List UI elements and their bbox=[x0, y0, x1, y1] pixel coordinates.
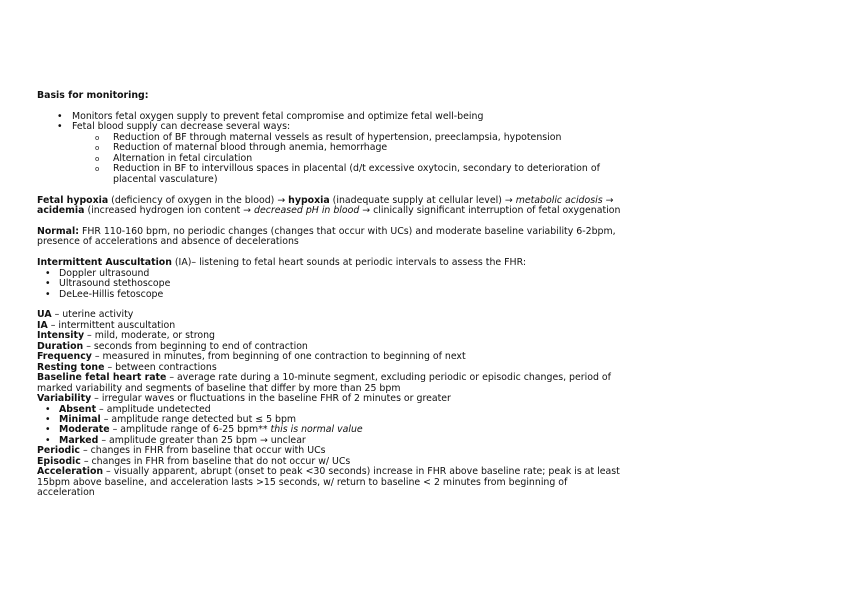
hollow-bullet-icon: o bbox=[95, 144, 100, 153]
text-segment: Fetal blood supply can decrease several ways: bbox=[72, 121, 291, 133]
bold-term: Episodic bbox=[37, 455, 81, 467]
bold-term: Absent bbox=[59, 403, 97, 415]
text-segment: Doppler ultrasound bbox=[59, 267, 150, 279]
text-line bbox=[113, 164, 827, 174]
text-line bbox=[59, 436, 827, 446]
text-segment: FHR 110-160 bpm, no periodic changes (changes that occur with UCs) and moderate baseline variability 6-2bpm, bbox=[78, 225, 616, 237]
bullet-icon: • bbox=[45, 288, 51, 300]
hollow-bullet-icon: o bbox=[95, 154, 100, 163]
paragraph bbox=[37, 446, 827, 498]
italic-text: decreased pH in blood bbox=[254, 204, 360, 216]
text-segment: – uterine activity bbox=[51, 309, 134, 321]
text-segment: – average rate during a 10-minute segment, excluding periodic or episodic changes, period of bbox=[166, 372, 611, 384]
text-line bbox=[37, 488, 827, 498]
italic-text: metabolic acidosis bbox=[515, 194, 603, 206]
paragraph bbox=[37, 258, 827, 268]
bold-term: hypoxia bbox=[288, 194, 330, 206]
text-segment: Alternation in fetal circulation bbox=[113, 152, 253, 164]
bullet-icon: • bbox=[45, 278, 51, 290]
list-item bbox=[37, 290, 827, 300]
text-line bbox=[37, 237, 827, 247]
text-segment: – amplitude greater than 25 bpm → unclear bbox=[98, 434, 306, 446]
text-segment: – seconds from beginning to end of contraction bbox=[83, 340, 308, 352]
bullet-icon: • bbox=[45, 424, 51, 436]
text-segment: – mild, moderate, or strong bbox=[84, 330, 215, 342]
paragraph-spacer bbox=[37, 300, 827, 310]
text-segment: marked variability and segments of baseline that differ by more than 25 bpm bbox=[37, 382, 401, 394]
text-segment: 15bpm above baseline, and acceleration lasts >15 seconds, w/ return to baseline < 2 minutes from beginning of bbox=[37, 476, 568, 488]
bold-term: Moderate bbox=[59, 424, 110, 436]
bullet-icon: • bbox=[57, 110, 63, 122]
bold-term: Intermittent Auscultation bbox=[37, 257, 172, 269]
text-segment: → clinically significant interruption of fetal oxygenation bbox=[359, 204, 621, 216]
bold-term: Basis for monitoring: bbox=[37, 90, 149, 101]
bold-term: UA bbox=[37, 309, 52, 321]
text-line bbox=[37, 258, 827, 268]
bold-term: Normal: bbox=[37, 225, 79, 237]
bold-term: Variability bbox=[37, 393, 92, 405]
text-line bbox=[113, 175, 827, 185]
text-segment: Reduction of maternal blood through anemia, hemorrhage bbox=[113, 142, 388, 154]
text-segment: (IA)– listening to fetal heart sounds at periodic intervals to assess the FHR: bbox=[171, 257, 526, 269]
hollow-bullet-icon: o bbox=[95, 165, 100, 174]
bold-term: Intensity bbox=[37, 330, 85, 342]
text-segment: (increased hydrogen ion content → bbox=[84, 204, 255, 216]
text-segment: acceleration bbox=[37, 487, 95, 499]
bold-term: Periodic bbox=[37, 445, 80, 457]
bullet-icon: • bbox=[45, 413, 51, 425]
text-line bbox=[59, 279, 827, 289]
bold-term: Minimal bbox=[59, 413, 101, 425]
text-segment: (deficiency of oxygen in the blood) → bbox=[108, 194, 289, 206]
paragraph bbox=[37, 227, 827, 248]
text-line bbox=[59, 269, 827, 279]
bold-term: Duration bbox=[37, 340, 84, 352]
list-item bbox=[37, 164, 827, 185]
bold-term: Baseline fetal heart rate bbox=[37, 372, 167, 384]
text-segment: Reduction in BF to intervillous spaces in placental (d/t excessive oxytocin, secondary to deterioration of bbox=[113, 163, 600, 175]
bullet-icon: • bbox=[45, 403, 51, 415]
text-segment: (inadequate supply at cellular level) → bbox=[329, 194, 516, 206]
text-segment: DeLee-Hillis fetoscope bbox=[59, 288, 164, 300]
list-item bbox=[37, 436, 827, 446]
text-segment: placental vasculature) bbox=[113, 173, 218, 185]
bold-term: Acceleration bbox=[37, 466, 104, 478]
paragraph bbox=[37, 196, 827, 217]
text-segment: – between contractions bbox=[104, 361, 217, 373]
text-segment: – measured in minutes, from beginning of one contraction to beginning of next bbox=[91, 351, 466, 363]
text-segment: – changes in FHR from baseline that do not occur w/ UCs bbox=[80, 455, 351, 467]
text-line bbox=[59, 290, 827, 300]
bullet-icon: • bbox=[57, 121, 63, 133]
paragraph bbox=[37, 310, 827, 404]
text-segment: Monitors fetal oxygen supply to prevent fetal compromise and optimize fetal well-being bbox=[72, 110, 484, 122]
bold-term: Resting tone bbox=[37, 361, 105, 373]
bullet-icon: • bbox=[45, 434, 51, 446]
bold-term: Marked bbox=[59, 434, 99, 446]
text-line bbox=[37, 206, 827, 216]
text-segment: – changes in FHR from baseline that occur with UCs bbox=[80, 445, 326, 457]
bold-term: IA bbox=[37, 319, 48, 331]
bold-term: acidemia bbox=[37, 204, 85, 216]
text-segment: → bbox=[602, 194, 614, 206]
text-segment: – visually apparent, abrupt (onset to peak <30 seconds) increase in FHR above baseline rate; peak is at least bbox=[103, 466, 620, 478]
text-segment: – amplitude range detected but ≤ 5 bpm bbox=[100, 413, 297, 425]
text-segment: – intermittent auscultation bbox=[47, 319, 176, 331]
text-line bbox=[37, 478, 827, 488]
text-line bbox=[37, 91, 827, 101]
text-segment: presence of accelerations and absence of decelerations bbox=[37, 236, 299, 248]
bold-term: Fetal hypoxia bbox=[37, 194, 109, 206]
bullet-icon: • bbox=[45, 267, 51, 279]
section-heading bbox=[37, 91, 827, 101]
text-segment: Reduction of BF through maternal vessels as result of hypertension, preeclampsia, hypotension bbox=[113, 131, 562, 143]
text-segment: – amplitude range of 6-25 bpm** bbox=[109, 424, 271, 436]
document-body bbox=[37, 91, 827, 499]
text-segment: – irregular waves or fluctuations in the baseline FHR of 2 minutes or greater bbox=[91, 393, 451, 405]
hollow-bullet-icon: o bbox=[95, 133, 100, 142]
text-segment: Ultrasound stethoscope bbox=[59, 278, 171, 290]
text-segment: – amplitude undetected bbox=[96, 403, 211, 415]
bold-term: Frequency bbox=[37, 351, 92, 363]
italic-text: this is normal value bbox=[270, 424, 363, 436]
